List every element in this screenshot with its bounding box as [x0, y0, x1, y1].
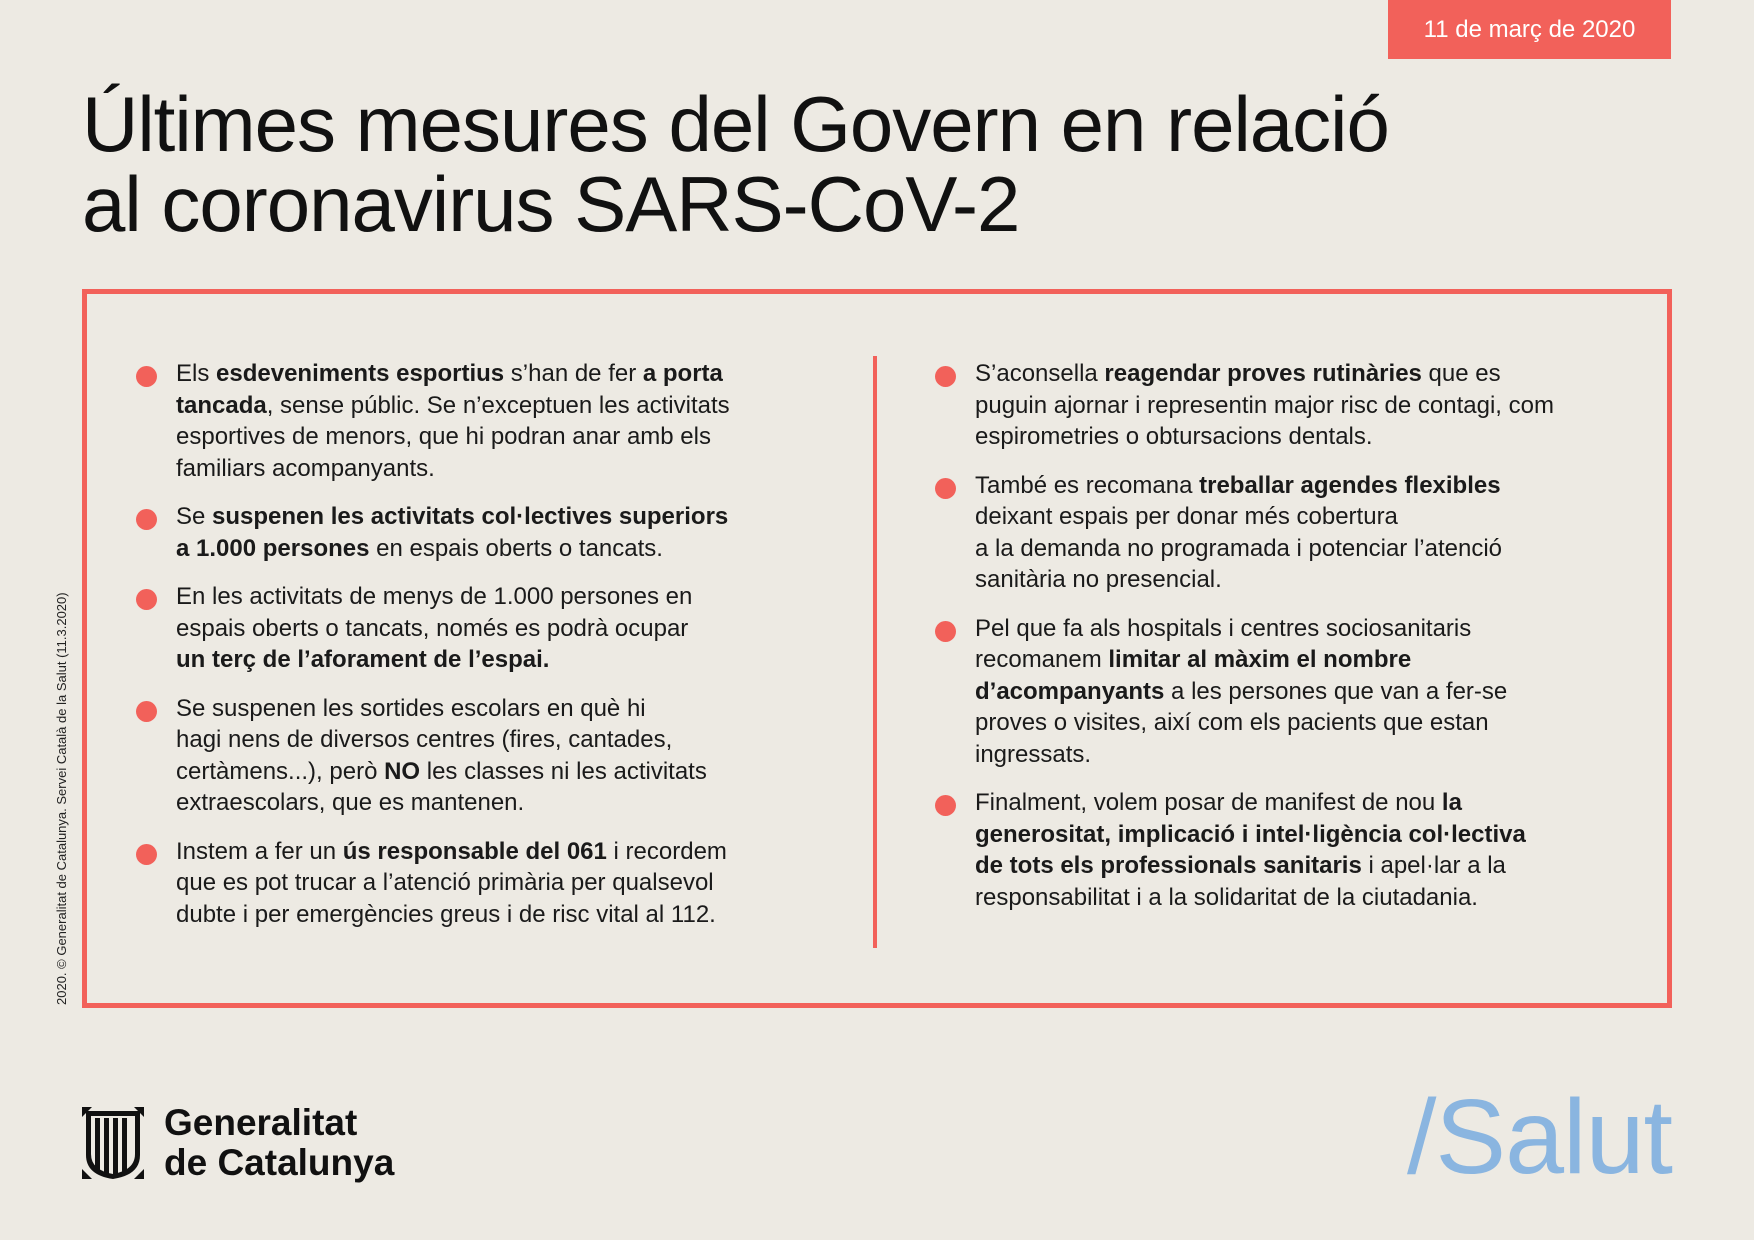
measure-line — [975, 533, 1625, 565]
bullet-dot-icon — [136, 589, 157, 610]
title-line-1: Últimes mesures del Govern en relació — [82, 80, 1389, 168]
measure-line — [975, 358, 1625, 390]
measure-line — [975, 787, 1625, 819]
body-text: ingressats. — [975, 740, 1092, 768]
measure-line — [176, 613, 826, 645]
bullet-dot-icon — [136, 509, 157, 530]
highlight-text: ús responsable del 061 — [342, 837, 607, 865]
measure-item — [935, 358, 1625, 453]
measure-line — [975, 613, 1625, 645]
measure-text — [975, 358, 1625, 453]
body-text: les classes ni les activitats — [420, 757, 707, 785]
measure-text — [176, 836, 826, 931]
measure-line — [975, 676, 1625, 708]
body-text: Se suspenen les sortides escolars en què hi — [176, 694, 646, 722]
measure-text — [176, 581, 826, 676]
bullet-dot-icon — [136, 701, 157, 722]
measure-line — [975, 707, 1625, 739]
logo-line-2: de Catalunya — [164, 1142, 395, 1183]
measure-line — [176, 693, 826, 725]
salut-brand: /Salut — [1406, 1078, 1672, 1196]
body-text: familiars acompanyants. — [176, 454, 435, 482]
bullet-dot-icon — [935, 478, 956, 499]
highlight-text: reagendar proves rutinàries — [1104, 360, 1422, 387]
measure-item — [935, 613, 1625, 771]
body-text: i apel·lar a la — [1361, 852, 1506, 879]
bullet-dot-icon — [935, 795, 956, 816]
measure-line — [176, 501, 826, 533]
measure-text — [975, 787, 1625, 913]
body-text: En les activitats de menys de 1.000 persones en — [176, 583, 693, 610]
body-text: dubte i per emergències greus i de risc vital al 112. — [176, 900, 716, 928]
measure-text — [176, 358, 826, 484]
highlight-text: limitar al màxim el nombre — [1108, 646, 1412, 673]
measure-line — [176, 724, 826, 756]
measure-line — [975, 421, 1625, 453]
measure-item — [136, 581, 826, 676]
measure-line — [975, 819, 1625, 851]
measures-left-column — [136, 358, 826, 947]
logo-text — [164, 1103, 394, 1183]
title-line-2: al coronavirus SARS-CoV-2 — [82, 160, 1020, 248]
measure-text — [975, 613, 1625, 771]
body-text: en espais oberts o tancats. — [369, 534, 663, 562]
highlight-text: tancada — [176, 391, 267, 419]
measure-line — [176, 581, 826, 613]
body-text: S’aconsella — [975, 360, 1105, 387]
highlight-text: esdeveniments esportius — [216, 360, 505, 387]
measure-line — [176, 756, 826, 788]
page-title — [82, 80, 1642, 248]
generalitat-coat-of-arms-icon — [80, 1105, 146, 1181]
date-label: 11 de març de 2020 — [1423, 15, 1636, 43]
generalitat-logo — [80, 1103, 394, 1183]
highlight-text: un terç de l’aforament de l’espai. — [176, 646, 550, 673]
measure-line — [176, 421, 826, 453]
body-text: espirometries o obtursacions dentals. — [975, 423, 1373, 450]
measure-line — [176, 787, 826, 819]
bullet-dot-icon — [136, 366, 157, 387]
measure-line — [975, 470, 1625, 502]
measure-text — [176, 501, 826, 564]
measure-line — [176, 390, 826, 422]
measure-line — [975, 739, 1625, 771]
body-text: Finalment, volem posar de manifest de nou — [975, 789, 1442, 816]
measure-item — [935, 470, 1625, 596]
highlight-text: de tots els professionals sanitaris — [975, 852, 1362, 879]
body-text: , sense públic. Se n’exceptuen les activitats — [266, 391, 730, 419]
body-text: proves o visites, així com els pacients que estan — [975, 709, 1489, 736]
body-text: que es pot trucar a l’atenció primària per qualsevol — [176, 869, 714, 896]
highlight-text: la — [1441, 789, 1462, 816]
body-text: certàmens...), però — [176, 757, 385, 785]
body-text: s’han de fer — [504, 360, 643, 387]
measure-line — [176, 533, 826, 565]
highlight-text: NO — [384, 757, 421, 785]
body-text: hagi nens de diversos centres (fires, cantades, — [176, 726, 673, 753]
body-text: a les persones que van a fer-se — [1164, 677, 1508, 705]
measure-line — [975, 644, 1625, 676]
measure-line — [176, 644, 826, 676]
measure-line — [975, 501, 1625, 533]
body-text: Instem a fer un — [176, 837, 343, 865]
measure-line — [975, 882, 1625, 914]
measure-line — [176, 899, 826, 931]
measure-text — [176, 693, 826, 819]
highlight-text: suspenen les activitats col·lectives superiors — [212, 503, 729, 530]
measure-line — [176, 453, 826, 485]
body-text: deixant espais per donar més cobertura — [975, 503, 1398, 530]
body-text: esportives de menors, que hi podran anar amb els — [176, 423, 711, 450]
measure-item — [136, 501, 826, 564]
measure-line — [975, 390, 1625, 422]
highlight-text: treballar agendes flexibles — [1199, 471, 1501, 499]
body-text: espais oberts o tancats, només es podrà ocupar — [176, 614, 689, 642]
body-text: Pel que fa als hospitals i centres sociosanitaris — [975, 614, 1472, 642]
body-text: recomanem — [975, 646, 1109, 673]
bullet-dot-icon — [935, 366, 956, 387]
body-text: sanitària no presencial. — [975, 566, 1222, 593]
measure-item — [136, 693, 826, 819]
measure-line — [176, 836, 826, 868]
copyright-credit: 2020. © Generalitat de Catalunya. Servei Català de la Salut (11.3.2020) — [54, 592, 69, 1005]
highlight-text: generositat, implicació i intel·ligència col·lectiva — [975, 820, 1526, 848]
bullet-dot-icon — [136, 844, 157, 865]
highlight-text: a porta — [642, 360, 723, 387]
body-text: extraescolars, que es mantenen. — [176, 789, 525, 816]
body-text: puguin ajornar i representin major risc de contagi, com — [975, 391, 1554, 419]
body-text: Se — [176, 503, 213, 530]
body-text: i recordem — [606, 837, 727, 865]
highlight-text: a 1.000 persones — [176, 534, 370, 562]
measure-item — [136, 358, 826, 484]
bullet-dot-icon — [935, 621, 956, 642]
body-text: que es — [1421, 360, 1501, 387]
logo-line-1: Generalitat — [164, 1102, 358, 1143]
measure-line — [176, 358, 826, 390]
date-badge — [1388, 0, 1671, 59]
highlight-text: d’acompanyants — [975, 677, 1165, 705]
body-text: Els — [176, 360, 217, 387]
measures-right-column — [935, 358, 1625, 930]
measure-item — [935, 787, 1625, 913]
measure-text — [975, 470, 1625, 596]
measure-line — [975, 564, 1625, 596]
body-text: responsabilitat i a la solidaritat de la ciutadania. — [975, 883, 1478, 911]
body-text: També es recomana — [975, 471, 1200, 499]
measure-item — [136, 836, 826, 931]
measure-line — [975, 850, 1625, 882]
body-text: a la demanda no programada i potenciar l’atenció — [975, 534, 1503, 562]
column-divider — [873, 356, 877, 948]
measure-line — [176, 867, 826, 899]
